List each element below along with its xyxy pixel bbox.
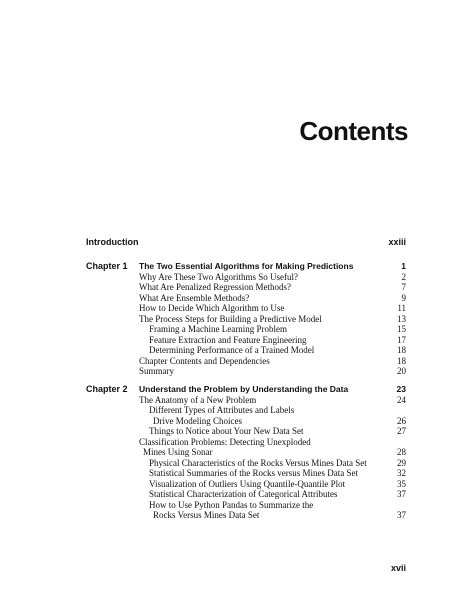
entry-text: How to Use Python Pandas to Summarize the [149,499,314,510]
toc-entry [139,272,406,283]
entry-page: 37 [397,510,406,520]
entry-text: Summary [139,366,174,376]
entry-text: Rocks Versus Mines Data Set [153,510,260,520]
entry-page: 28 [397,447,406,457]
toc-entry [139,395,406,406]
chapter-page: 23 [396,384,406,394]
entry-page: 32 [397,468,406,478]
toc-subentry [139,426,406,437]
entry-text: Visualization of Outliers Using Quantile-Quantile Plot [149,478,346,489]
entry-page: 26 [397,415,406,426]
entry-text: The Anatomy of a New Problem [139,394,257,405]
entry-text: Why Are These Two Algorithms So Useful? [139,271,299,282]
chapter-entries [139,384,406,521]
chapter-title-row [139,384,406,395]
entry-text: Chapter Contents and Dependencies [139,355,270,366]
page-title: Contents [299,116,408,146]
toc-introduction-row [86,237,406,250]
entry-page: 7 [401,282,406,292]
introduction-label: Introduction [86,237,139,247]
toc-subentry [139,479,406,490]
entry-text: Statistical Characterization of Categorical Attributes [149,489,338,499]
toc-subentry [139,345,406,356]
entry-page: 2 [401,271,406,282]
entry-text: Drive Modeling Choices [153,415,242,426]
chapter-entries [139,261,406,377]
page-number: xvii [390,563,406,573]
toc-entry [139,282,406,293]
toc-subentry [139,468,406,479]
chapter-label: Chapter 2 [86,384,128,394]
entry-text: Statistical Summaries of the Rocks versus Mines Data Set [149,468,358,478]
toc-entry [139,314,406,325]
chapter-title: Understand the Problem by Understanding the Data [139,384,349,394]
chapter-label: Chapter 1 [86,261,128,271]
entry-text: Mines Using Sonar [143,447,213,457]
toc-entry-continued [139,447,406,458]
introduction-page: xxiii [388,237,406,247]
toc-subentry [139,405,406,416]
entry-text: The Process Steps for Building a Predictive Model [139,313,322,324]
entry-text: What Are Ensemble Methods? [139,292,250,303]
entry-text: How to Decide Which Algorithm to Use [139,303,285,313]
toc-entry [139,366,406,377]
entry-page: 11 [397,303,406,313]
entry-text: What Are Penalized Regression Methods? [139,282,291,292]
entry-page: 27 [397,426,406,436]
toc-subentry [139,489,406,500]
entry-page: 24 [397,394,406,405]
entry-page: 35 [397,478,406,489]
entry-page: 37 [397,489,406,499]
entry-page: 29 [397,457,406,468]
entry-page: 15 [397,324,406,334]
toc-entry [139,293,406,304]
entry-text: Feature Extraction and Feature Engineering [149,334,307,345]
entry-page: 18 [397,355,406,366]
toc-subentry [139,324,406,335]
toc-subentry [139,500,406,511]
entry-page: 20 [397,366,406,376]
entry-page: 18 [397,345,406,355]
toc-subentry [139,335,406,346]
entry-text: Classification Problems: Detecting Unexploded [139,436,311,447]
chapter-title-row [139,261,406,272]
chapter-page: 1 [401,261,406,271]
entry-text: Framing a Machine Learning Problem [149,324,287,334]
toc-subentry [139,458,406,469]
toc-entry [139,437,406,448]
toc-entry [139,303,406,314]
entry-text: Determining Performance of a Trained Model [149,345,315,355]
toc-subentry-continued [139,510,406,521]
entry-page: 17 [397,334,406,345]
entry-page: 13 [397,313,406,324]
toc-subentry-continued [139,416,406,427]
entry-text: Different Types of Attributes and Labels [149,405,295,415]
entry-text: Things to Notice about Your New Data Set [149,426,304,436]
entry-text: Physical Characteristics of the Rocks Versus Mines Data Set [149,457,367,468]
toc-entry [139,356,406,367]
chapter-title: The Two Essential Algorithms for Making Predictions [139,261,354,271]
entry-page: 9 [401,292,406,303]
